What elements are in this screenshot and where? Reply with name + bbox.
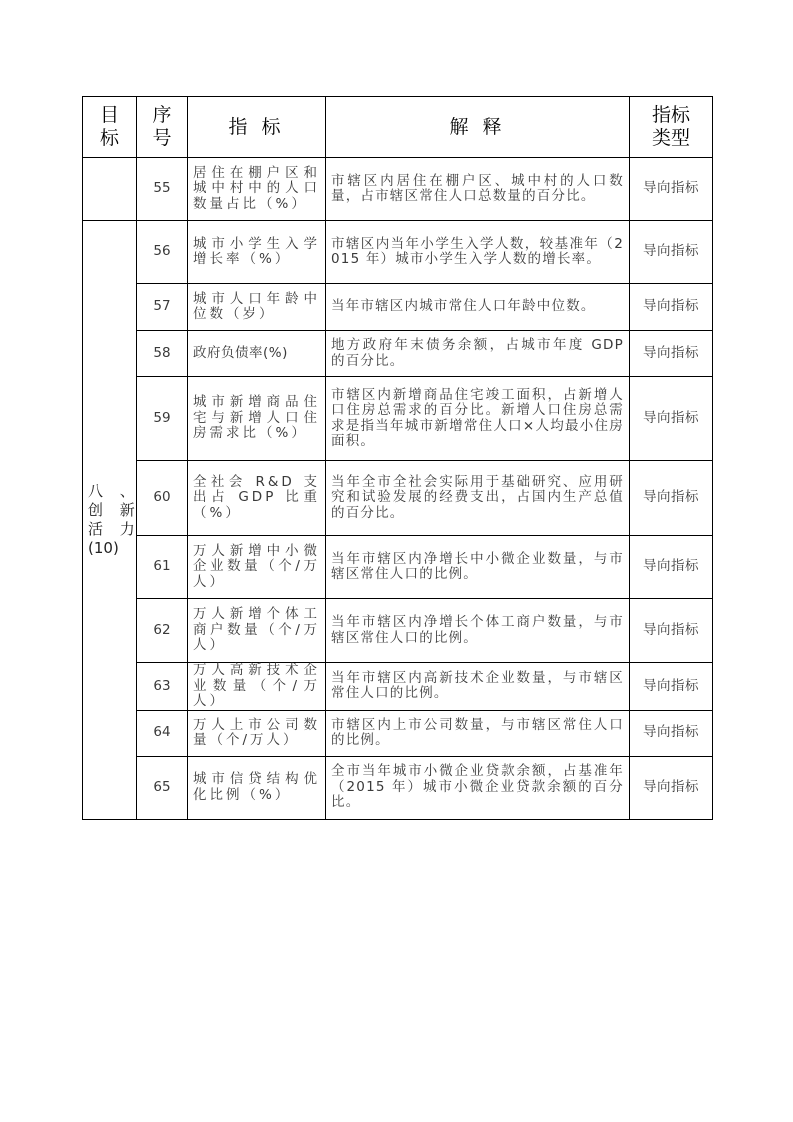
row-indicator: 城市信贷结构优化比例（%） xyxy=(188,756,326,819)
table-row xyxy=(83,756,713,819)
row-explanation: 市辖区内新增商品住宅竣工面积，占新增人口住房总需求的百分比。新增人口住房总需求是指当年城市新增常住人口×人均最小住房面积。 xyxy=(326,377,630,461)
group-label-line: (10) xyxy=(88,538,119,557)
header-type xyxy=(630,97,713,158)
row-indicator: 万人上市公司数量（个/万人） xyxy=(188,710,326,756)
row-indicator: 政府负债率(%) xyxy=(188,331,326,377)
row-seq: 65 xyxy=(137,756,188,819)
header-goal-line-2: 标 xyxy=(99,127,119,149)
header-indicator: 指 标 xyxy=(188,97,326,158)
header-seq xyxy=(137,97,188,158)
table-row xyxy=(83,536,713,599)
row-explanation: 市辖区内上市公司数量，与市辖区常住人口的比例。 xyxy=(326,710,630,756)
table-row xyxy=(83,377,713,461)
row-type: 导向指标 xyxy=(630,663,713,711)
group-label-line: 活 力 xyxy=(88,519,141,538)
row-explanation: 当年全市全社会实际用于基础研究、应用研究和试验发展的经费支出，占国内生产总值的百分比。 xyxy=(326,461,630,536)
goal-cell-empty xyxy=(83,158,137,221)
row-explanation: 当年市辖区内城市常住人口年龄中位数。 xyxy=(326,284,630,331)
row-type: 导向指标 xyxy=(630,377,713,461)
row-explanation: 当年市辖区内净增长中小微企业数量，与市辖区常住人口的比例。 xyxy=(326,536,630,599)
row-seq: 64 xyxy=(137,710,188,756)
group-label-innovation xyxy=(83,221,141,820)
row-explanation: 当年市辖区内高新技术企业数量，与市辖区常住人口的比例。 xyxy=(326,663,630,711)
row-indicator: 城市人口年龄中位数（岁） xyxy=(188,284,326,331)
table-row xyxy=(83,331,713,377)
table-row xyxy=(83,158,713,221)
table-row xyxy=(83,221,713,284)
row-type: 导向指标 xyxy=(630,756,713,819)
header-explanation: 解 释 xyxy=(326,97,630,158)
row-explanation: 当年市辖区内净增长个体工商户数量，与市辖区常住人口的比例。 xyxy=(326,599,630,663)
row-type: 导向指标 xyxy=(630,158,713,221)
header-seq-line-1: 序 xyxy=(152,104,172,126)
indicator-table xyxy=(82,96,713,820)
table-row xyxy=(83,599,713,663)
row-indicator: 万人高新技术企业数量（个/万人） xyxy=(188,663,326,711)
header-seq-line-2: 号 xyxy=(152,127,172,149)
row-seq: 63 xyxy=(137,663,188,711)
row-indicator: 城市新增商品住宅与新增人口住房需求比（%） xyxy=(188,377,326,461)
row-type: 导向指标 xyxy=(630,461,713,536)
row-seq: 59 xyxy=(137,377,188,461)
row-seq: 58 xyxy=(137,331,188,377)
table-row xyxy=(83,284,713,331)
row-indicator: 万人新增个体工商户数量（个/万人） xyxy=(188,599,326,663)
table-header-row xyxy=(83,97,713,158)
header-goal-line-1: 目 xyxy=(99,104,119,126)
header-type-line-1: 指标 xyxy=(651,104,690,126)
row-type: 导向指标 xyxy=(630,710,713,756)
row-explanation: 全市当年城市小微企业贷款余额，占基准年（2015 年）城市小微企业贷款余额的百分比。 xyxy=(326,756,630,819)
row-explanation: 市辖区内当年小学生入学人数，较基准年（2015 年）城市小学生入学人数的增长率。 xyxy=(326,221,630,284)
row-type: 导向指标 xyxy=(630,331,713,377)
table-row xyxy=(83,710,713,756)
row-indicator: 全社会 R&D 支出占 GDP 比重（%） xyxy=(188,461,326,536)
table-row xyxy=(83,461,713,536)
row-indicator: 城市小学生入学增长率（%） xyxy=(188,221,326,284)
row-seq: 56 xyxy=(137,221,188,284)
row-type: 导向指标 xyxy=(630,221,713,284)
row-seq: 57 xyxy=(137,284,188,331)
row-seq: 55 xyxy=(137,158,188,221)
row-seq: 60 xyxy=(137,461,188,536)
header-type-line-2: 类型 xyxy=(651,127,690,149)
row-indicator: 万人新增中小微企业数量（个/万人） xyxy=(188,536,326,599)
row-type: 导向指标 xyxy=(630,284,713,331)
group-label-line: 八 、 xyxy=(88,481,141,500)
table-row xyxy=(83,663,713,711)
row-type: 导向指标 xyxy=(630,536,713,599)
header-goal xyxy=(83,97,137,158)
row-seq: 61 xyxy=(137,536,188,599)
group-label-line: 创 新 xyxy=(88,500,141,519)
row-explanation: 地方政府年末债务余额，占城市年度 GDP 的百分比。 xyxy=(326,331,630,377)
row-seq: 62 xyxy=(137,599,188,663)
row-type: 导向指标 xyxy=(630,599,713,663)
row-indicator: 居住在棚户区和城中村中的人口数量占比（%） xyxy=(188,158,326,221)
row-explanation: 市辖区内居住在棚户区、城中村的人口数量，占市辖区常住人口总数量的百分比。 xyxy=(326,158,630,221)
